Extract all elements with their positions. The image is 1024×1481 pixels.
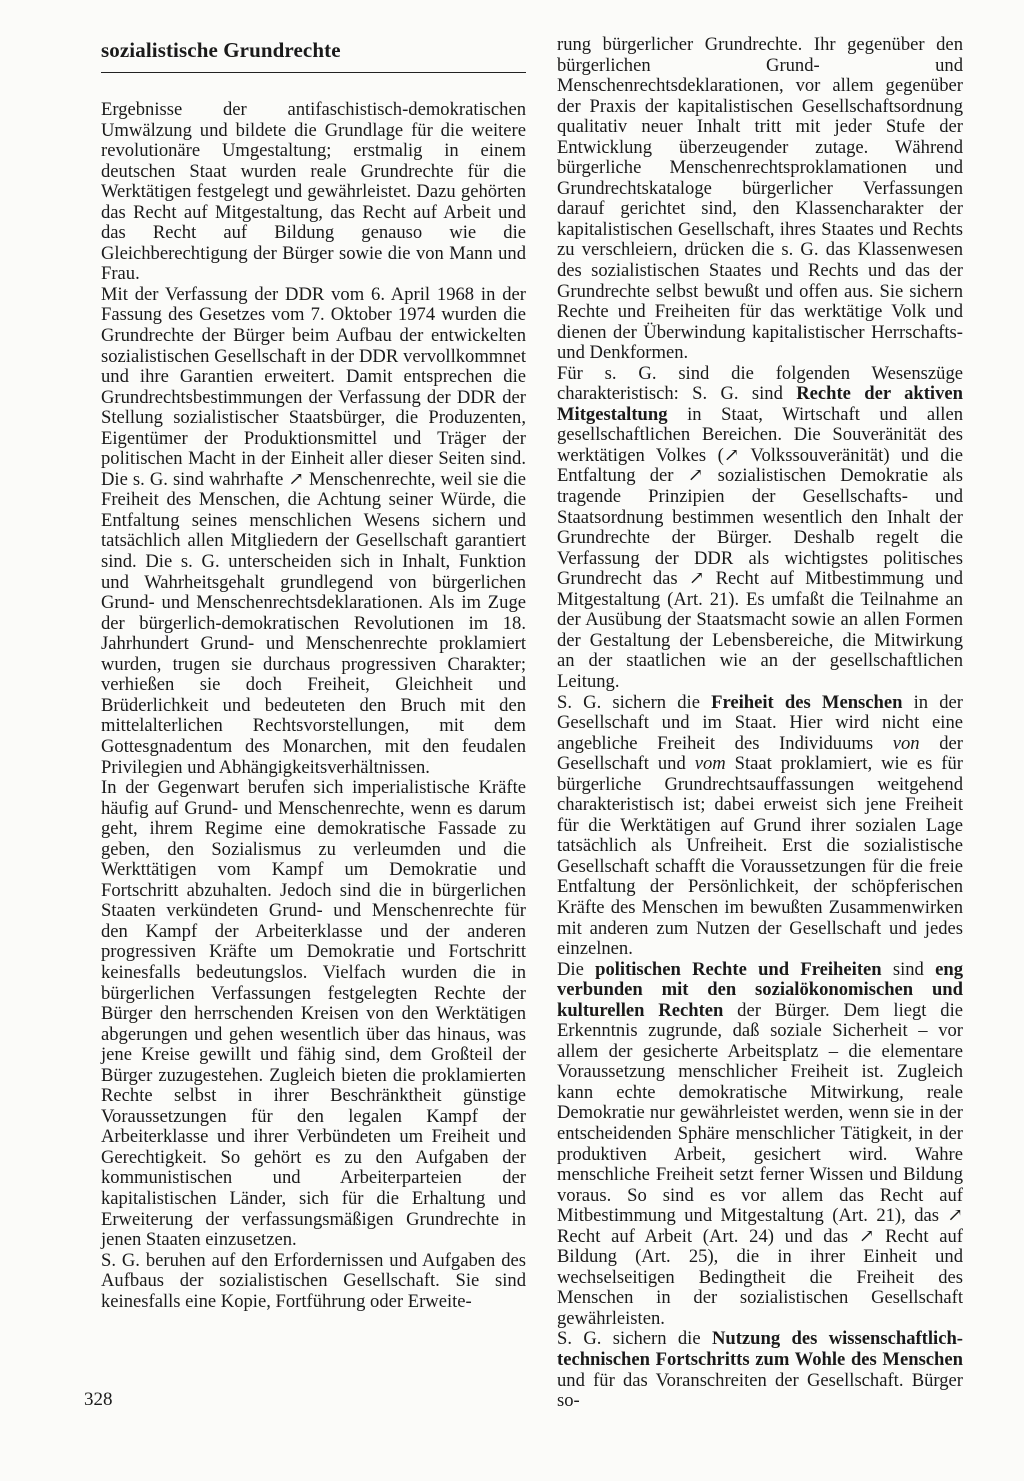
paragraph: In der Gegenwart berufen sich imperialistische Kräfte häufig auf Grund- und Menschenrechte, wenn es darum geht, ihrem Regime eine demokratische Fassade zu geben, den Sozialismus zu verleumden und die Werkttätigen vom Kampf um Demokratie und Fortschritt abzuhalten. Jedoch sind die in bürgerlichen Staaten verkündeten Grund- und Menschenrechte für den Kampf der Arbeiterklasse und der anderen progressiven Kräfte um Demokratie und Fortschritt keinesfalls bedeutungslos. Vielfach wurden die in bürgerlichen Verfassungen festgelegten Rechte der Bürger den herrschenden Kreisen von den Werktätigen abgerungen und gehen wesentlich über das hinaus, was jene Kreise gewillt und fähig sind, dem Großteil der Bürger zuzugestehen. Zugleich bieten die proklamierten Rechte selbst in ihrer Beschränktheit günstige Voraussetzungen für den legalen Kampf der Arbeiterklasse und ihrer Verbündeten um Freiheit und Gerechtigkeit. So gehört es zu den Aufgaben der kommunistischen und Arbeiterparteien der kapitalistischen Länder, sich für die Erhaltung und Erweiterung der verfassungsmäßigen Grundrechte in jenen Staaten einzusetzen.	[101, 777, 526, 1251]
paragraph: S. G. beruhen auf den Erfordernissen und Aufgaben des Aufbaus der sozialistischen Gesellschaft. Sie sind keinesfalls eine Kopie, Fortführung oder Erweite-	[101, 1249, 526, 1312]
right-text-column	[557, 35, 963, 1412]
paragraph: S. G. sichern die Nutzung des wissenschaftlich-technischen Fortschritts zum Wohle des Menschen und für das Voranschreiten der Gesellschaft. Bürger so-	[557, 1328, 963, 1412]
page-number: 328	[84, 1389, 113, 1410]
paragraph: Die politischen Rechte und Freiheiten sind eng verbunden mit den sozialökonomischen und kulturellen Rechten der Bürger. Dem liegt die Erkenntnis zugrunde, daß soziale Sicherheit – vor allem der gesicherte Arbeitsplatz – die elementare Voraussetzung menschlicher Freiheit ist. Zugleich kann echte demokratische Mitwirkung, reale Demokratie nur gewährleistet werden, wenn sie in der entscheidenden Sphäre menschlicher Tätigkeit, in der produktiven Arbeit, gesichert wird. Wahre menschliche Freiheit setzt ferner Wissen und Bildung voraus. So sind es vor allem das Recht auf Mitbestimmung und Mitgestaltung (Art. 21), das ↗ Recht auf Arbeit (Art. 24) und das ↗ Recht auf Bildung (Art. 25), die in ihrer Einheit und wechselseitigen Bedingtheit die Freiheit des Menschen in der sozialistischen Gesellschaft gewährleisten.	[557, 958, 964, 1329]
paragraph: S. G. sichern die Freiheit des Menschen in der Gesellschaft und im Staat. Hier wird nicht eine angebliche Freiheit des Individuums von der Gesellschaft und vom Staat proklamiert, wie es für bürgerliche Grundrechtsauffassungen weitgehend charakteristisch ist; dabei erweist sich jene Freiheit für die Werktätigen auf Grund ihrer sozialen Lage tatsächlich als Unfreiheit. Erst die sozialistische Gesellschaft schafft die Voraussetzungen für die freie Entfaltung der Persönlichkeit, der schöpferischen Kräfte des Menschen im bewußten Zusammenwirken mit anderen zum Nutzen der Gesellschaft und jedes einzelnen.	[557, 691, 963, 960]
page-header-title: sozialistische Grundrechte	[101, 38, 341, 62]
paragraph: Mit der Verfassung der DDR vom 6. April 1968 in der Fassung des Gesetzes vom 7. Oktober 1974 wurden die Grundrechte der Bürger beim Aufbau der entwickelten sozialistischen Gesellschaft in der DDR vervollkommnet und ihre Garantien erweitert. Damit entsprechen die Grundrechtsbestimmungen der Verfassung der DDR der Stellung sozialistischer Staatsbürger, die Produzenten, Eigentümer der Produktionsmittel und Träger der politischen Macht in der Einheit aller dieser Seiten sind. Die s. G. sind wahrhafte ↗ Menschenrechte, weil sie die Freiheit des Menschen, die Achtung seiner Würde, die Entfaltung seines menschlichen Wesens sichern und tatsächlich allen Mitgliedern der Gesellschaft garantiert sind. Die s. G. unterscheiden sich in Inhalt, Funktion und Wahrheitsgehalt grundlegend von bürgerlichen Grund- und Menschenrechtsdeklarationen. Als im Zuge der bürgerlich-demokratischen Revolutionen im 18. Jahrhundert Grund- und Menschenrechte proklamiert wurden, trugen sie durchaus progressiven Charakter; verhießen sie doch Freiheit, Gleichheit und Brüderlichkeit und bedeuteten den Bruch mit den mittelalterlichen Rechtsvorstellungen, mit dem Gottesgnadentum des Monarchen, mit den feudalen Privilegien und Abhängigkeitsverhältnissen.	[101, 283, 526, 778]
paragraph: rung bürgerlicher Grundrechte. Ihr gegenüber den bürgerlichen Grund- und Menschenrechtsdeklarationen, vor allem gegenüber der Praxis der kapitalistischen Gesellschaftsordnung qualitativ neuer Inhalt tritt mit jeder Stufe der Entwicklung überzeugender zutage. Während bürgerliche Menschenrechtsproklamationen und Grundrechtskataloge bürgerlicher Verfassungen darauf gerichtet sind, den Klassencharakter der kapitalistischen Gesellschaft, ihres Staates und Rechts zu verschleiern, drücken die s. G. das Klassenwesen des sozialistischen Staates und Rechts und das der Grundrechte selbst bewußt und offen aus. Sie sichern Rechte und Freiheiten für das werktätige Volk und dienen der Überwindung kapitalistischer Herrschafts- und Denkformen.	[557, 34, 963, 364]
paragraph: Ergebnisse der antifaschistisch-demokratischen Umwälzung und bildete die Grundlage für die weitere revolutionäre Umgestaltung; erstmalig in einem deutschen Staat wurden reale Grundrechte für die Werktätigen festgelegt und gewährleistet. Dazu gehörten das Recht auf Mitgestaltung, das Recht auf Arbeit und das Recht auf Bildung genauso wie die Gleichberechtigung der Bürger sowie die von Mann und Frau.	[101, 99, 526, 285]
left-text-column	[101, 100, 526, 1312]
paragraph: Für s. G. sind die folgenden Wesenszüge charakteristisch: S. G. sind Rechte der aktiven Mitgestaltung in Staat, Wirtschaft und allen gesellschaftlichen Bereichen. Die Souveränität des werktätigen Volkes (↗ Volkssouveränität) und die Entfaltung der ↗ sozialistischen Demokratie als tragende Prinzipien der Gesellschafts- und Staatsordnung bestimmen wesentlich den Inhalt der Grundrechte der Bürger. Deshalb regelt die Verfassung der DDR als wichtigstes politisches Grundrecht das ↗ Recht auf Mitbestimmung und Mitgestaltung (Art. 21). Es umfaßt die Teilnahme an der Ausübung der Staatsmacht sowie an allen Formen der Gestaltung der Lebensbereiche, die Mitwirkung an der staatlichen wie an der gesellschaftlichen Leitung.	[557, 362, 963, 692]
header-rule	[101, 72, 526, 73]
